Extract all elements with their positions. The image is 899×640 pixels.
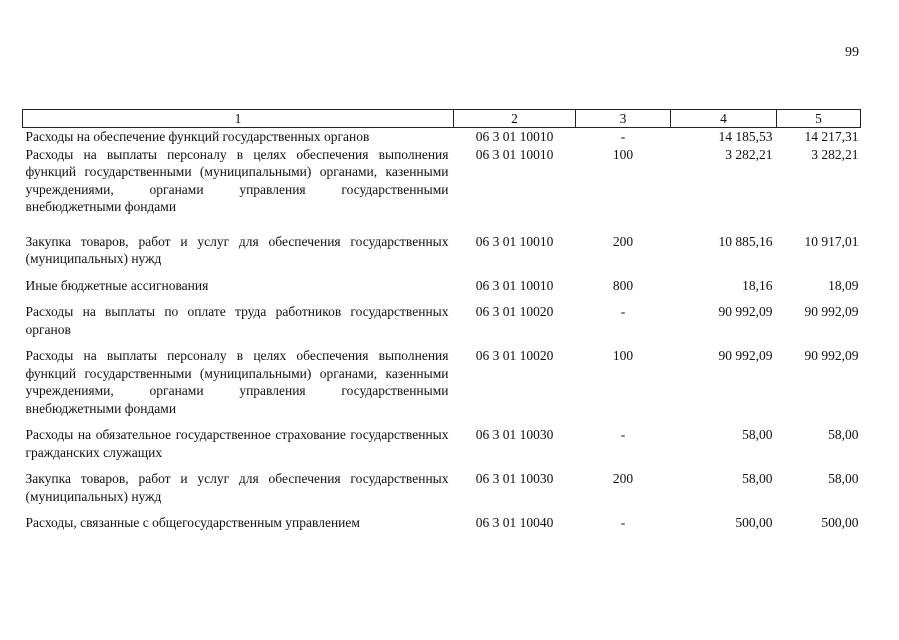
row-value-5: 14 217,31 [804,129,859,144]
header-row [23,110,861,128]
page-number: 99 [845,45,859,60]
row-value-5: 3 282,21 [811,146,859,162]
row-value-4: 18,16 [742,277,773,293]
row-value-5: 10 917,01 [804,233,859,249]
row-name: Расходы на выплаты по оплате труда работников государственных органов [25,304,449,337]
row-type: 200 [612,471,634,486]
header-col-5: 5 [777,110,861,128]
row-code: 06 3 01 10030 [475,471,554,486]
row-name: Расходы, связанные с общегосударственным управлением [25,515,360,530]
row-code: 06 3 01 10010 [475,233,554,249]
row-type: 800 [612,277,634,293]
row-name: Расходы на обеспечение функций государственных органов [25,129,370,144]
row-type: - [620,515,626,530]
row-code: 06 3 01 10010 [475,146,554,162]
table-row [23,426,861,470]
row-code: 06 3 01 10010 [475,277,554,293]
row-value-5: 500,00 [821,515,859,530]
row-name: Расходы на обязательное государственное страхование государственных гражданских служащих [25,427,449,460]
table-row [23,277,861,304]
row-value-5: 18,09 [828,277,859,293]
table-row [23,514,861,532]
row-code: 06 3 01 10020 [475,304,554,319]
row-value-4: 500,00 [735,515,773,530]
header-col-2: 2 [454,110,576,128]
row-type: - [620,427,626,442]
table-row [23,470,861,514]
row-code: 06 3 01 10030 [475,427,554,442]
budget-table [22,109,861,532]
table-row [23,303,861,347]
row-type: 200 [612,233,634,249]
header-col-1: 1 [23,110,454,128]
table-header [23,110,861,128]
row-value-4: 90 992,09 [718,348,773,363]
row-value-4: 58,00 [742,471,773,486]
row-type: 100 [612,348,634,363]
row-name: Расходы на выплаты персоналу в целях обеспечения выполнения функций государственными (муниципальными) органами, казенными учреждениями, органами управления государственными внебюджетными фондами [25,348,449,416]
table-row [23,128,861,146]
row-type: - [620,304,626,319]
table-row [23,146,861,233]
row-value-4: 14 185,53 [718,129,773,144]
row-type: 100 [612,146,634,162]
row-value-4: 10 885,16 [718,233,773,249]
header-col-3: 3 [576,110,671,128]
row-name: Иные бюджетные ассигнования [25,277,209,293]
row-type: - [620,129,626,144]
row-value-5: 58,00 [828,471,859,486]
table-row [23,233,861,277]
row-code: 06 3 01 10010 [475,129,554,144]
row-code: 06 3 01 10040 [475,515,554,530]
row-value-4: 90 992,09 [718,304,773,319]
table-body [23,128,861,532]
row-value-5: 58,00 [828,427,859,442]
row-name: Расходы на выплаты персоналу в целях обеспечения выполнения функций государственными (муниципальными) органами, казенными учреждениями, органами управления государственными внебюджетными фондами [25,146,449,214]
header-col-4: 4 [671,110,777,128]
row-value-4: 3 282,21 [725,146,773,162]
row-name: Закупка товаров, работ и услуг для обеспечения государственных (муниципальных) нужд [25,471,449,504]
row-name: Закупка товаров, работ и услуг для обеспечения государственных (муниципальных) нужд [25,233,449,266]
table-row [23,347,861,426]
row-code: 06 3 01 10020 [475,348,554,363]
row-value-5: 90 992,09 [804,348,859,363]
row-value-4: 58,00 [742,427,773,442]
row-value-5: 90 992,09 [804,304,859,319]
